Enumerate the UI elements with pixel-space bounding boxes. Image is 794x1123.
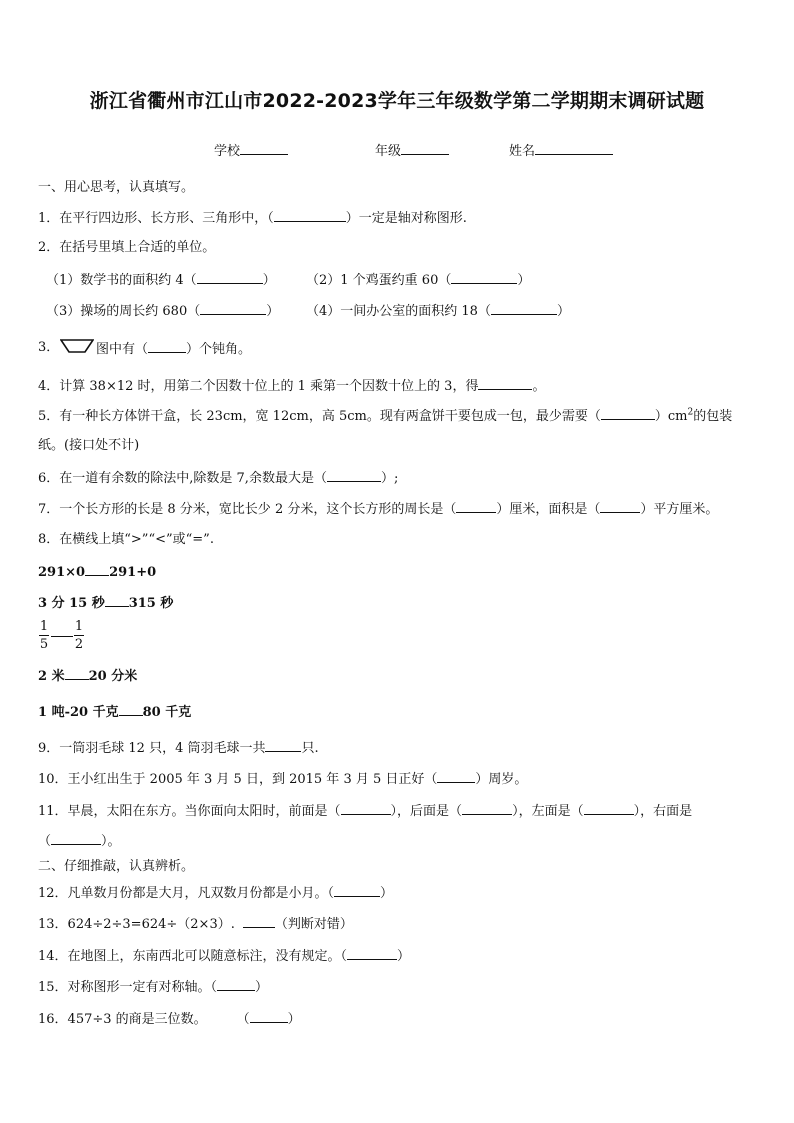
question-13 bbox=[38, 914, 353, 934]
q7-text-end: ）平方厘米。 bbox=[640, 502, 719, 517]
question-12 bbox=[38, 883, 393, 903]
q10-text-end: ）周岁。 bbox=[475, 772, 528, 787]
name-label: 姓名 bbox=[509, 144, 536, 159]
question-7 bbox=[38, 499, 718, 519]
section-1-heading: 一、用心思考，认真填写。 bbox=[38, 180, 195, 195]
q4-text: 4．计算 38×12 时，用第二个因数十位上的 1 乘第一个因数十位上的 3，得 bbox=[38, 379, 479, 394]
q15-text: 15．对称图形一定有对称轴。（ bbox=[38, 980, 218, 995]
q2-3-text: （3）操场的周长约 680（ bbox=[46, 304, 201, 319]
question-15 bbox=[38, 977, 268, 997]
q7-text: 7．一个长方形的长是 8 分米，宽比长少 2 分米，这个长方形的周长是（ bbox=[38, 502, 457, 517]
q6-blank[interactable] bbox=[327, 468, 381, 482]
q8-row2-blank[interactable] bbox=[105, 593, 129, 607]
q3-text: 图中有（ bbox=[96, 342, 149, 357]
question-10 bbox=[38, 769, 527, 789]
q3-blank[interactable] bbox=[148, 339, 186, 353]
q7-text-mid: ）厘米，面积是（ bbox=[496, 502, 601, 517]
q8-row5-left: 1 吨-20 千克 bbox=[38, 705, 119, 720]
q9-blank[interactable] bbox=[265, 738, 301, 752]
q8-row3-blank[interactable] bbox=[51, 636, 73, 637]
q8-row4-left: 2 米 bbox=[38, 669, 65, 684]
q16-open: （ bbox=[236, 1012, 250, 1027]
q11-line2-open: （ bbox=[38, 834, 52, 849]
fraction-2-numerator: 1 bbox=[74, 619, 84, 634]
q8-row2-right: 315 秒 bbox=[128, 596, 174, 611]
grade-field bbox=[375, 141, 449, 161]
q7-perimeter-blank[interactable] bbox=[456, 499, 496, 513]
fraction-1-denominator: 5 bbox=[39, 637, 49, 652]
fraction-one-fifth bbox=[38, 619, 50, 652]
school-blank[interactable] bbox=[240, 141, 288, 155]
q7-area-blank[interactable] bbox=[600, 499, 640, 513]
q8-row1-left: 291×0 bbox=[38, 565, 86, 580]
q9-text: 9．一筒羽毛球 12 只，4 筒羽毛球一共 bbox=[38, 741, 266, 756]
q11-text-right: ），右面是 bbox=[633, 804, 693, 819]
q11-back-blank[interactable] bbox=[462, 801, 512, 815]
question-9 bbox=[38, 738, 319, 758]
q2-1-text: （1）数学书的面积约 4（ bbox=[46, 273, 197, 288]
school-label: 学校 bbox=[214, 144, 241, 159]
q12-text: 12．凡单数月份都是大月，凡双数月份都是小月。（ bbox=[38, 886, 335, 901]
question-8-stem: 8．在横线上填“>”“<”或“=”. bbox=[38, 532, 214, 547]
q1-text-end: ）一定是轴对称图形. bbox=[345, 211, 467, 226]
question-2-3 bbox=[46, 301, 279, 321]
q4-text-end: 。 bbox=[532, 379, 546, 394]
q5-blank[interactable] bbox=[601, 406, 655, 420]
question-4 bbox=[38, 376, 545, 396]
q9-text-end: 只. bbox=[301, 741, 319, 756]
fraction-1-numerator: 1 bbox=[39, 619, 49, 634]
q5-unit-exponent: 2 bbox=[687, 407, 694, 418]
q2-4-blank[interactable] bbox=[491, 301, 557, 315]
q8-row-5 bbox=[38, 702, 191, 722]
q3-text-end: ）个钝角。 bbox=[186, 342, 252, 357]
section-2-heading: 二、仔细推敲，认真辨析。 bbox=[38, 859, 195, 874]
q14-blank[interactable] bbox=[347, 946, 397, 960]
name-field bbox=[509, 141, 613, 161]
q8-row-1 bbox=[38, 562, 156, 582]
fraction-one-half bbox=[73, 619, 85, 652]
q2-4-close: ） bbox=[556, 304, 570, 319]
question-11-line2 bbox=[38, 831, 121, 851]
q10-text: 10．王小红出生于 2005 年 3 月 5 日，到 2015 年 3 月 5 日正好（ bbox=[38, 772, 438, 787]
q6-text-end: ）; bbox=[380, 471, 399, 486]
q15-text-end: ） bbox=[255, 980, 269, 995]
q11-right-blank[interactable] bbox=[51, 831, 101, 845]
q2-2-close: ） bbox=[517, 273, 531, 288]
q12-text-end: ） bbox=[380, 886, 394, 901]
q16-text: 16．457÷3 的商是三位数。 bbox=[38, 1012, 207, 1027]
q8-row5-right: 80 千克 bbox=[142, 705, 192, 720]
question-14 bbox=[38, 946, 410, 966]
q8-row-2 bbox=[38, 593, 173, 613]
q8-row1-right: 291+0 bbox=[109, 565, 157, 580]
question-5-line2: 纸。(接口处不计) bbox=[38, 438, 140, 453]
q16-text-end: ） bbox=[287, 1012, 301, 1027]
q8-row1-blank[interactable] bbox=[85, 562, 109, 576]
question-3-number: 3． bbox=[38, 340, 60, 355]
fraction-1-bar bbox=[39, 635, 49, 636]
q11-left-blank[interactable] bbox=[584, 801, 634, 815]
q1-text: 1．在平行四边形、长方形、三角形中，（ bbox=[38, 211, 274, 226]
q8-row4-blank[interactable] bbox=[65, 666, 89, 680]
q6-text: 6．在一道有余数的除法中,除数是 7,余数最大是（ bbox=[38, 471, 327, 486]
name-blank[interactable] bbox=[535, 141, 613, 155]
q2-2-text: （2）1 个鸡蛋约重 60（ bbox=[306, 273, 452, 288]
q12-blank[interactable] bbox=[334, 883, 380, 897]
q8-row5-blank[interactable] bbox=[119, 702, 143, 716]
q5-text: 5．有一种长方体饼干盒，长 23cm，宽 12cm，高 5cm。现有两盒饼干要包成一包，最少需要（ bbox=[38, 409, 601, 424]
fraction-2-bar bbox=[74, 635, 84, 636]
q8-row-4 bbox=[38, 666, 137, 686]
q16-blank[interactable] bbox=[250, 1009, 288, 1023]
q2-1-blank[interactable] bbox=[197, 270, 263, 284]
q11-text: 11．早晨，太阳在东方。当你面向太阳时，前面是（ bbox=[38, 804, 341, 819]
question-11 bbox=[38, 801, 692, 821]
question-16 bbox=[38, 1009, 301, 1029]
q2-2-blank[interactable] bbox=[451, 270, 517, 284]
q11-front-blank[interactable] bbox=[341, 801, 391, 815]
q13-blank[interactable] bbox=[243, 914, 275, 928]
grade-blank[interactable] bbox=[401, 141, 449, 155]
q13-text: 13．624÷2÷3=624÷（2×3）. bbox=[38, 917, 235, 932]
q2-3-blank[interactable] bbox=[200, 301, 266, 315]
grade-label: 年级 bbox=[375, 144, 402, 159]
fraction-2-denominator: 2 bbox=[74, 637, 84, 652]
school-field bbox=[214, 141, 288, 161]
q13-text-end: （判断对错） bbox=[274, 917, 353, 932]
q11-line2-close: ）。 bbox=[101, 834, 121, 849]
question-2-4 bbox=[306, 301, 570, 321]
q2-1-close: ） bbox=[262, 273, 276, 288]
q11-text-left: ），左面是（ bbox=[512, 804, 584, 819]
q5-unit: ）cm bbox=[654, 409, 688, 424]
q1-blank[interactable] bbox=[274, 208, 346, 222]
exam-title: 浙江省衢州市江山市2022-2023学年三年级数学第二学期期末调研试题 bbox=[89, 90, 705, 112]
q14-text: 14．在地图上，东南西北可以随意标注，没有规定。（ bbox=[38, 949, 348, 964]
question-2-stem: 2．在括号里填上合适的单位。 bbox=[38, 240, 216, 255]
q11-text-back: ），后面是（ bbox=[390, 804, 463, 819]
trapezoid-figure bbox=[60, 339, 94, 353]
q5-text-tail: 的包装 bbox=[693, 409, 733, 424]
question-2-1 bbox=[46, 270, 276, 290]
q15-blank[interactable] bbox=[217, 977, 255, 991]
q4-blank[interactable] bbox=[478, 376, 532, 390]
q2-3-close: ） bbox=[266, 304, 280, 319]
question-1 bbox=[38, 208, 467, 228]
question-3 bbox=[96, 339, 251, 359]
question-6 bbox=[38, 468, 398, 488]
question-2-2 bbox=[306, 270, 530, 290]
q14-text-end: ） bbox=[397, 949, 411, 964]
q10-blank[interactable] bbox=[437, 769, 475, 783]
q8-row4-right: 20 分米 bbox=[88, 669, 138, 684]
question-5 bbox=[38, 406, 732, 426]
q8-row2-left: 3 分 15 秒 bbox=[38, 596, 105, 611]
q2-4-text: （4）一间办公室的面积约 18（ bbox=[306, 304, 491, 319]
